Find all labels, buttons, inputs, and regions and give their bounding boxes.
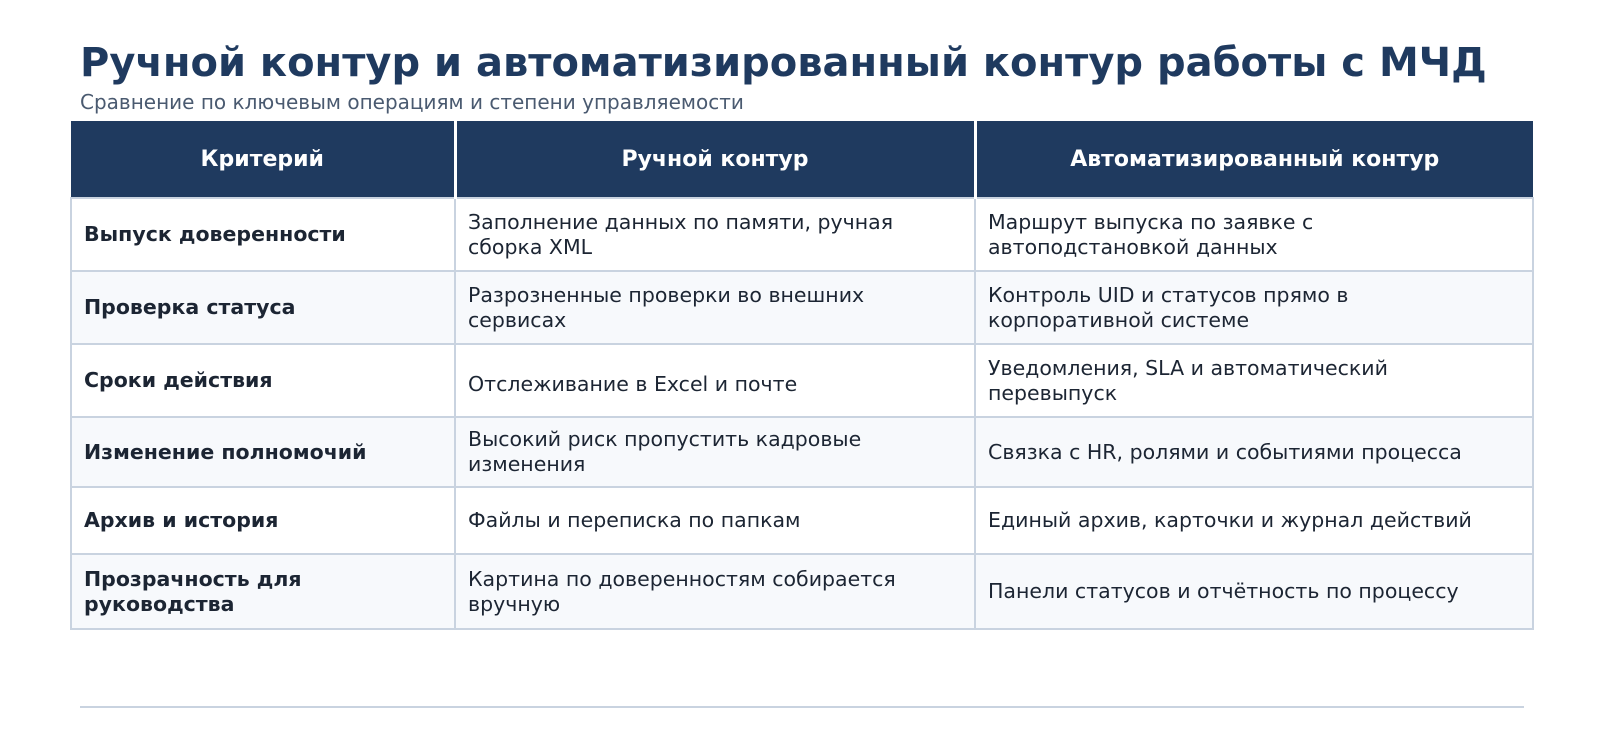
table-row <box>71 344 1533 417</box>
table-row <box>71 271 1533 344</box>
manual-cell: Заполнение данных по памяти, ручная сборка XML <box>455 198 975 271</box>
manual-cell: Разрозненные проверки во внешних сервисах <box>455 271 975 344</box>
comparison-table-container <box>70 121 1532 630</box>
table-row <box>71 198 1533 271</box>
manual-cell: Файлы и переписка по папкам <box>455 487 975 554</box>
criterion-cell: Проверка статуса <box>71 271 455 344</box>
automated-cell: Маршрут выпуска по заявке с автоподстановкой данных <box>975 198 1533 271</box>
criterion-cell: Сроки действия <box>71 344 455 417</box>
page-title: Ручной контур и автоматизированный контур работы с МЧД <box>80 40 1487 86</box>
footer-divider <box>80 706 1524 708</box>
column-header-automated: Автоматизированный контур <box>975 121 1533 198</box>
manual-cell: Картина по доверенностям собирается вручную <box>455 554 975 629</box>
header-row <box>71 121 1533 198</box>
criterion-cell: Прозрачность для руководства <box>71 554 455 629</box>
automated-cell: Контроль UID и статусов прямо в корпоративной системе <box>975 271 1533 344</box>
manual-cell: Отслеживание в Excel и почте <box>455 344 975 417</box>
criterion-cell: Выпуск доверенности <box>71 198 455 271</box>
criterion-cell: Архив и история <box>71 487 455 554</box>
table-row <box>71 487 1533 554</box>
criterion-cell: Изменение полномочий <box>71 417 455 487</box>
table-body <box>71 198 1533 629</box>
page-subtitle: Сравнение по ключевым операциям и степени управляемости <box>80 90 744 114</box>
table-row <box>71 554 1533 629</box>
table-row <box>71 417 1533 487</box>
automated-cell: Единый архив, карточки и журнал действий <box>975 487 1533 554</box>
automated-cell: Уведомления, SLA и автоматический перевыпуск <box>975 344 1533 417</box>
automated-cell: Панели статусов и отчётность по процессу <box>975 554 1533 629</box>
table-header <box>71 121 1533 198</box>
column-header-manual: Ручной контур <box>455 121 975 198</box>
manual-cell: Высокий риск пропустить кадровые изменения <box>455 417 975 487</box>
comparison-table <box>70 121 1534 630</box>
automated-cell: Связка с HR, ролями и событиями процесса <box>975 417 1533 487</box>
column-header-criterion: Критерий <box>71 121 455 198</box>
